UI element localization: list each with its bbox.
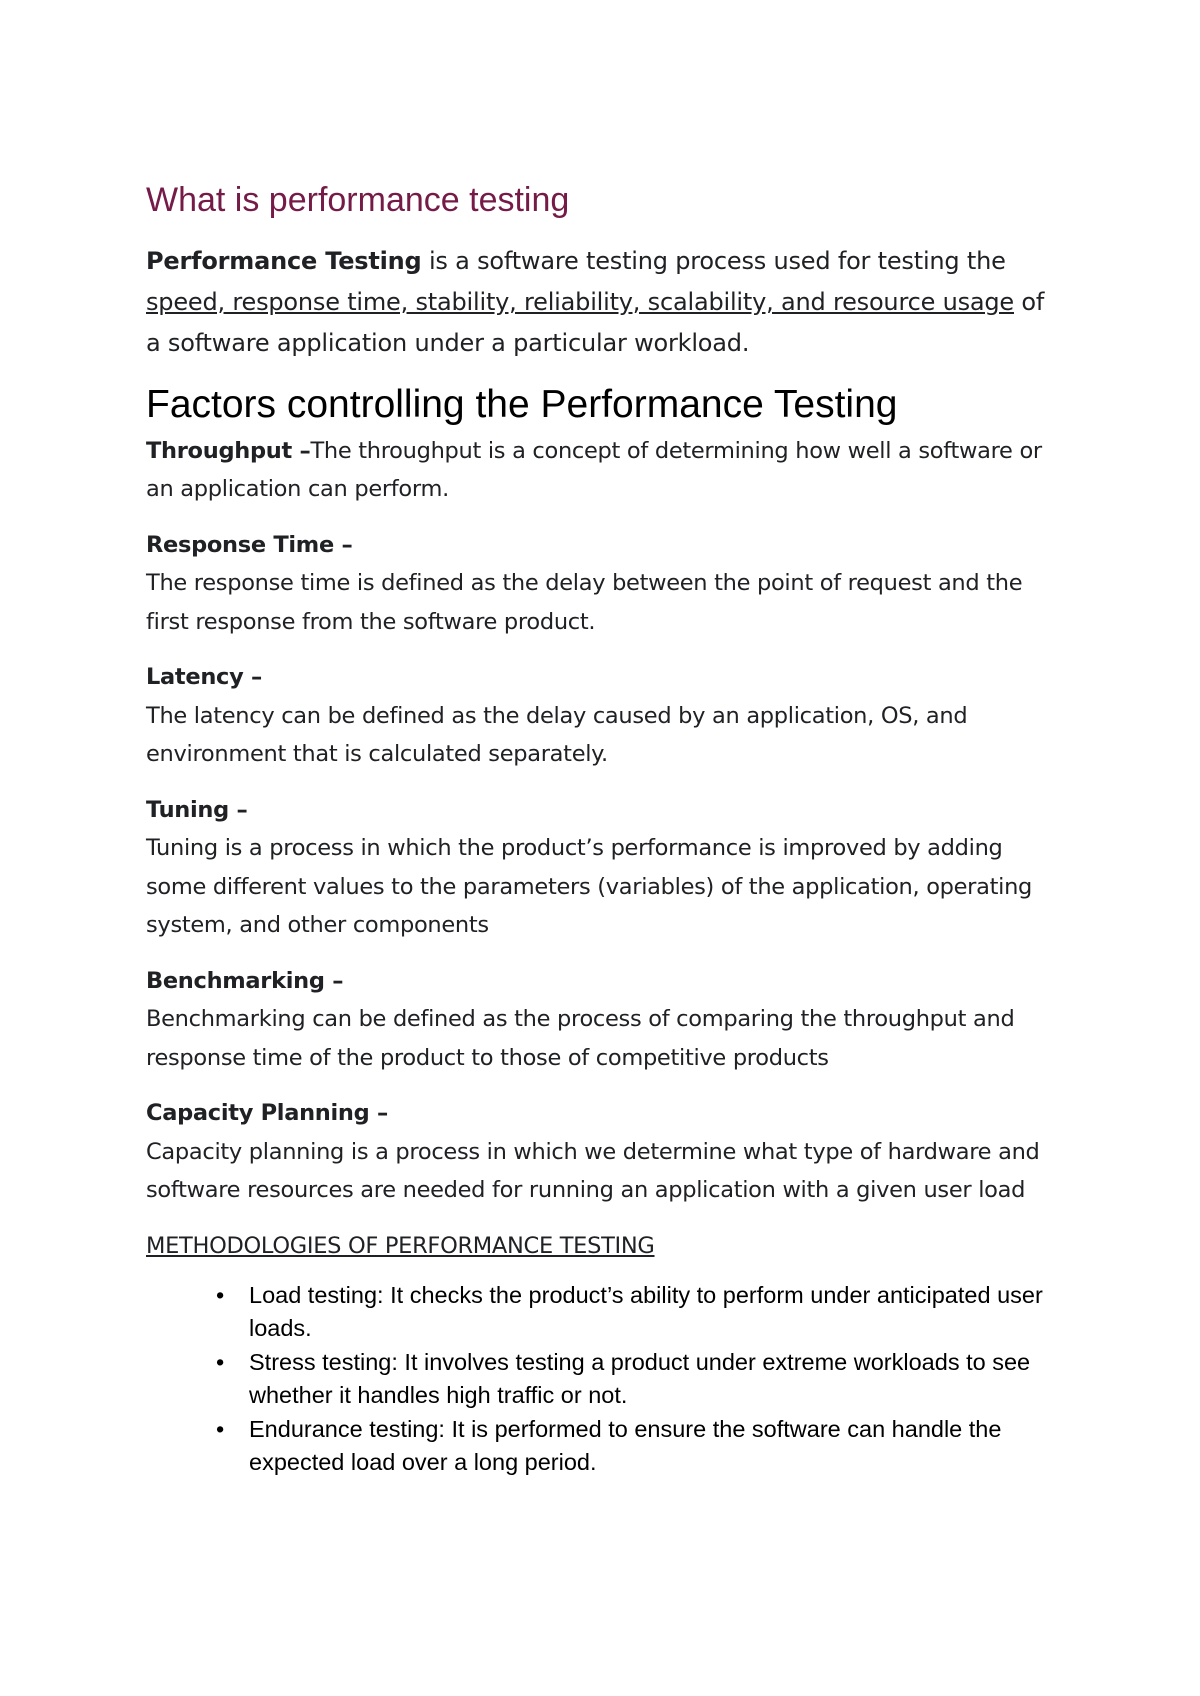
factor-throughput xyxy=(146,432,1066,509)
intro-paragraph xyxy=(146,241,1066,364)
list-item xyxy=(216,1413,1066,1479)
factor-term: Throughput – xyxy=(146,437,311,464)
bullet-icon: • xyxy=(216,1415,225,1442)
factor-term: Response Time – xyxy=(146,531,353,558)
bullet-icon: • xyxy=(216,1348,225,1375)
list-item xyxy=(216,1279,1066,1345)
factor-term: Latency – xyxy=(146,664,262,691)
intro-text-after: of a software application under a particular workload. xyxy=(146,287,1045,357)
factor-latency xyxy=(146,658,1066,774)
factor-tuning xyxy=(146,791,1066,945)
document-page xyxy=(146,180,1066,1480)
intro-lead-term: Performance Testing xyxy=(146,246,422,275)
list-item xyxy=(216,1346,1066,1412)
factor-benchmarking xyxy=(146,962,1066,1078)
factor-capacity-planning xyxy=(146,1094,1066,1210)
factor-term: Benchmarking – xyxy=(146,967,344,994)
factor-description: The response time is defined as the delay between the point of request and the first response from the software product. xyxy=(146,570,1023,635)
list-item-text: Stress testing: It involves testing a product under extreme workloads to see whether it handles high traffic or not. xyxy=(249,1348,1031,1408)
factors-heading: Factors controlling the Performance Testing xyxy=(146,382,898,426)
methodologies-heading: METHODOLOGIES OF PERFORMANCE TESTING xyxy=(146,1232,655,1259)
page-title: What is performance testing xyxy=(146,181,570,219)
list-item-text: Load testing: It checks the product’s ability to perform under anticipated user loads. xyxy=(249,1281,1043,1341)
factor-description: Tuning is a process in which the product’s performance is improved by adding some different values to the parameters (variables) of the application, operating system, and other components xyxy=(146,835,1033,939)
factor-term: Capacity Planning – xyxy=(146,1100,388,1127)
bullet-icon: • xyxy=(216,1281,225,1308)
factor-term: Tuning – xyxy=(146,796,248,823)
intro-text-before: is a software testing process used for testing the xyxy=(421,246,1006,275)
factor-description: Benchmarking can be defined as the process of comparing the throughput and response time of the product to those of competitive products xyxy=(146,1006,1015,1071)
intro-underlined-qualities: speed, response time, stability, reliability, scalability, and resource usage xyxy=(146,287,1014,316)
factor-description: The throughput is a concept of determining how well a software or an application can perform. xyxy=(146,437,1042,503)
factor-response-time xyxy=(146,526,1066,642)
factor-description: The latency can be defined as the delay caused by an application, OS, and environment that is calculated separately. xyxy=(146,702,968,768)
factor-description: Capacity planning is a process in which we determine what type of hardware and software resources are needed for running an application with a given user load xyxy=(146,1138,1040,1204)
list-item-text: Endurance testing: It is performed to ensure the software can handle the expected load over a long period. xyxy=(249,1415,1002,1475)
methodologies-list xyxy=(146,1279,1066,1479)
